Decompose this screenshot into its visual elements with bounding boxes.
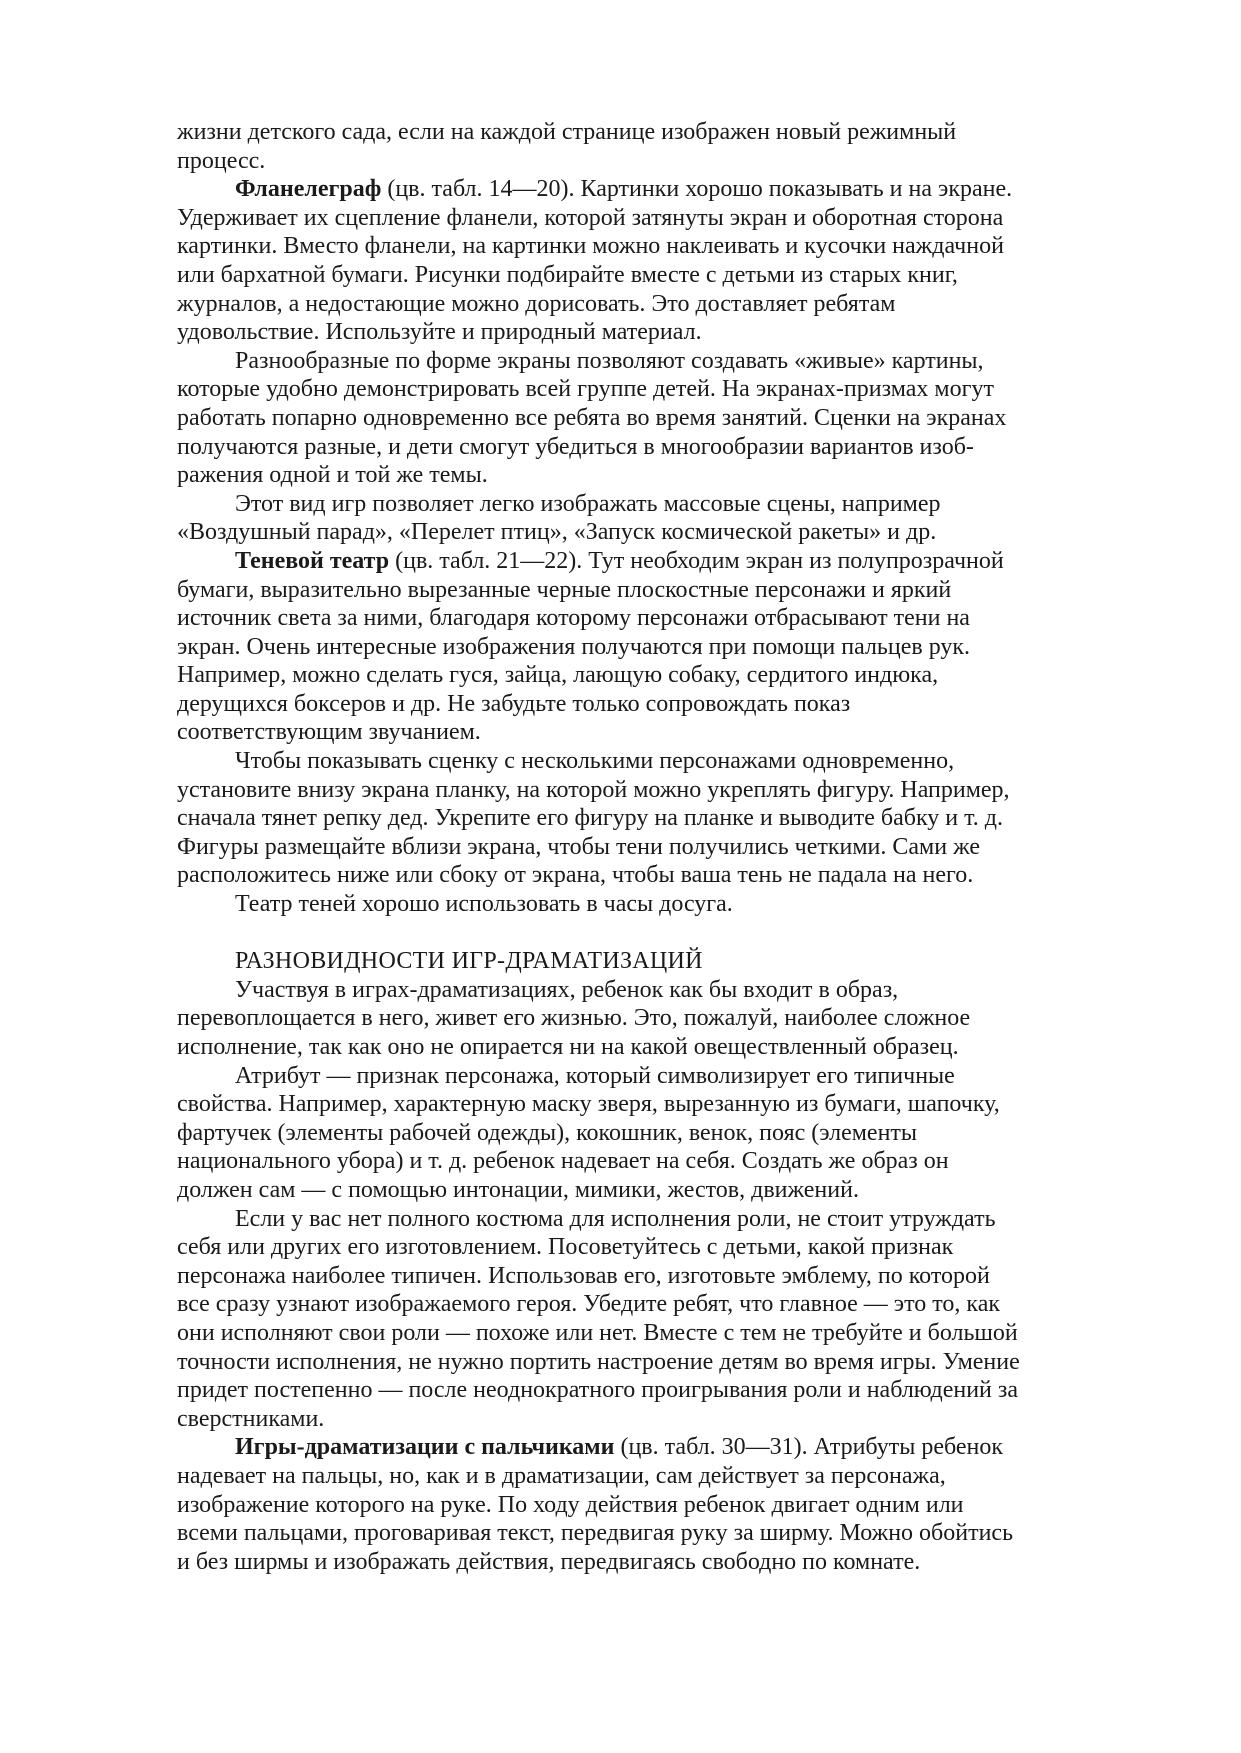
text-line: национального убора) и т. д. ребенок надевает на себя. Создать же образ он <box>177 1148 949 1175</box>
text-line: надевает на пальцы, но, как и в драматизации, сам действует за персонажа, <box>177 1462 946 1489</box>
text-line: Разнообразные по форме экраны позволяют создавать «живые» картины, <box>235 347 984 374</box>
text-line: которые удобно демонстрировать всей группе детей. На экранах-призмах могут <box>177 376 994 403</box>
text-line: источник света за ними, благодаря которому персонажи отбрасывают тени на <box>177 605 970 632</box>
term-flanelegraf: Фланелеграф <box>235 176 382 203</box>
text-span: (цв. табл. 14—20). Картинки хорошо показывать и на экране. <box>381 176 1013 203</box>
text-line: расположитесь ниже или сбоку от экрана, чтобы ваша тень не падала на него. <box>177 862 974 889</box>
text-line: изображение которого на руке. По ходу действия ребенок двигает одним или <box>177 1491 964 1518</box>
text-line: экран. Очень интересные изображения получаются при помощи пальцев рук. <box>177 633 971 660</box>
text-span: (цв. табл. 30—31). Атрибуты ребенок <box>614 1434 1004 1461</box>
document-page <box>177 118 1152 1576</box>
text-line: Если у вас нет полного костюма для исполнения роли, не стоит утруждать <box>235 1205 996 1232</box>
text-span: (цв. табл. 21—22). Тут необходим экран из полупрозрачной <box>389 547 1004 574</box>
text-line: они исполняют свои роли — похоже или нет. Вместе с тем не требуйте и большой <box>177 1319 1018 1346</box>
paragraph-leisure <box>177 890 1152 919</box>
text-line: исполнение, так как оно не опирается ни на какой овеществленный образец. <box>177 1034 959 1060</box>
text-line: бумаги, выразительно вырезанные черные плоскостные персонажи и яркий <box>177 576 952 603</box>
text-line: сверстниками. <box>177 1405 325 1432</box>
text-line: свойства. Например, характерную маску зверя, вырезанную из бумаги, шапочку, <box>177 1091 1000 1118</box>
text-line: получаются разные, и дети смогут убедиться в многообразии вариантов изоб- <box>177 433 974 460</box>
text-line: фартучек (элементы рабочей одежды), кокошник, венок, пояс (элементы <box>177 1119 918 1146</box>
text-line: себя или других его изготовлением. Посоветуйтесь с детьми, какой признак <box>177 1234 954 1261</box>
text-line: сначала тянет репку дед. Укрепите его фигуру на планке и выводите бабку и т. д. <box>177 805 1003 832</box>
text-line: работать попарно одновременно все ребята во время занятий. Сценки на экранах <box>177 404 1007 431</box>
paragraph-shadow-theatre <box>177 547 1152 747</box>
text-line: и без ширмы и изображать действия, передвигаясь свободно по комнате. <box>177 1548 921 1575</box>
text-line: все сразу узнают изображаемого героя. Убедите ребят, что главное — это то, как <box>177 1291 1001 1318</box>
text-line: Удерживает их сцепление фланели, которой затянуты экран и оборотная сторона <box>177 204 1004 231</box>
text-line <box>177 1433 1152 1462</box>
text-line: точности исполнения, не нужно портить настроение детям во время игры. Умение <box>177 1348 1020 1375</box>
paragraph-continuation <box>177 118 1152 175</box>
text-line: или бархатной бумаги. Рисунки подбирайте вместе с детьми из старых книг, <box>177 261 958 288</box>
text-line: всеми пальцами, проговаривая текст, передвигая руку за ширму. Можно обойтись <box>177 1520 1014 1547</box>
text-line: Например, можно сделать гуся, зайца, лающую собаку, сердитого индюка, <box>177 662 939 689</box>
text-line: удовольствие. Используйте и природный материал. <box>177 319 702 346</box>
text-line <box>177 547 1152 576</box>
text-line: установите внизу экрана планку, на которой можно укреплять фигуру. Например, <box>177 776 1010 803</box>
text-line: процесс. <box>177 147 266 174</box>
section-heading: РАЗНОВИДНОСТИ ИГР-ДРАМАТИЗАЦИЙ <box>235 948 703 975</box>
text-line: картинки. Вместо фланели, на картинки можно наклеивать и кусочки наждачной <box>177 233 1004 260</box>
text-line: персонажа наиболее типичен. Использовав его, изготовьте эмблему, по которой <box>177 1262 990 1289</box>
paragraph-flanelegraf <box>177 175 1152 347</box>
text-line: Участвуя в играх-драматизациях, ребенок как бы входит в образ, <box>235 976 899 1003</box>
paragraph-screens <box>177 347 1152 490</box>
paragraph-multiple-characters <box>177 747 1152 890</box>
paragraph-costume <box>177 1205 1152 1434</box>
term-shadow-theatre: Теневой театр <box>235 547 390 574</box>
text-line: Атрибут — признак персонажа, который символизирует его типичные <box>235 1062 955 1089</box>
text-line: дерущихся боксеров и др. Не забудьте только сопровождать показ <box>177 690 851 717</box>
text-line: ражения одной и той же темы. <box>177 462 488 489</box>
text-line: соответствующим звучанием. <box>177 719 481 746</box>
text-line: «Воздушный парад», «Перелет птиц», «Запуск космической ракеты» и др. <box>177 519 937 546</box>
text-line: Этот вид игр позволяет легко изображать массовые сцены, например <box>235 490 941 517</box>
blank-line <box>177 919 1152 948</box>
text-line: Фигуры размещайте вблизи экрана, чтобы тени получились четкими. Сами же <box>177 833 981 860</box>
text-line: журналов, а недостающие можно дорисовать. Это доставляет ребятам <box>177 290 896 317</box>
term-finger-games: Игры-драматизации с пальчиками <box>235 1434 615 1461</box>
paragraph-attribute <box>177 1062 1152 1205</box>
paragraph-dramatization <box>177 976 1152 1062</box>
text-line: Театр теней хорошо использовать в часы досуга. <box>235 891 733 918</box>
paragraph-finger-games <box>177 1433 1152 1576</box>
paragraph-mass-scenes <box>177 490 1152 547</box>
text-line: перевоплощается в него, живет его жизнью. Это, пожалуй, наиболее сложное <box>177 1005 971 1032</box>
text-line <box>177 175 1152 204</box>
text-line: жизни детского сада, если на каждой странице изображен новый режимный <box>177 119 957 145</box>
text-line: должен сам — с помощью интонации, мимики, жестов, движений. <box>177 1176 859 1203</box>
text-line: придет постепенно — после неоднократного проигрывания роли и наблюдений за <box>177 1377 1019 1404</box>
text-line: Чтобы показывать сценку с несколькими персонажами одновременно, <box>235 748 955 775</box>
